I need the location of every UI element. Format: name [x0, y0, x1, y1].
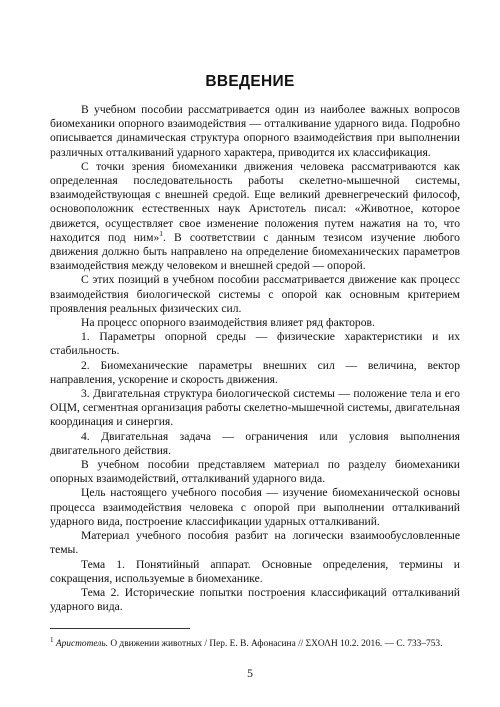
footnote-author: Аристотель. [55, 639, 108, 650]
list-item: 1. Параметры опорной среды — физические характеристики и их стабильность. [50, 330, 460, 358]
paragraph-with-quote [50, 160, 460, 274]
paragraph: Материал учебного пособия разбит на логически взаимообусловленные темы. [50, 529, 460, 557]
paragraph: В учебном пособии представляем материал по разделу биомеханики опорных взаимодействий, отталкиваний ударного вида. [50, 458, 460, 486]
paragraph: Цель настоящего учебного пособия — изучение биомеханической основы процесса взаимодействия человека с опорой при выполнении отталкиваний ударного вида, построение классификации ударных отталкиваний. [50, 486, 460, 528]
page-number: 5 [247, 667, 253, 680]
list-item: 3. Двигательная структура биологической системы — положение тела и его ОЦМ, сегментная организация работы скелетно-мышечной системы, двигательная координация и синергия. [50, 387, 460, 429]
paragraph-text: С точки зрения биомеханики движения человека рассматриваются как определенная последовательность работы скелетно-мышечной системы, взаимодействующая с внешней средой. Еще великий древнегреческий философ, основоположник естественных наук Аристотель писал: «Животное, которое движется, осуществляет свое изменение положения путем нажатия на то, что находится под ним» [50, 159, 460, 244]
topic-item: Тема 2. Исторические попытки построения классификаций отталкиваний ударного вида. [50, 585, 460, 614]
paragraph: С этих позиций в учебном пособии рассматривается движение как процесс взаимодействия биологической системы с опорой как основным критерием проявления реальных физических сил. [50, 273, 460, 315]
footnote-mark: 1 [50, 636, 54, 644]
footnote-divider [50, 628, 190, 629]
paragraph-text-continued: . В соответствии с данным тезисом изучение любого движения должно быть направлено на определение биомеханических параметров взаимодействия между человеком и внешней средой — опорой. [50, 230, 460, 273]
topic-item: Тема 1. Понятийный аппарат. Основные определения, термины и сокращения, используемые в биомеханике. [50, 557, 460, 585]
paragraph: На процесс опорного взаимодействия влияет ряд факторов. [81, 316, 375, 330]
page-title: ВВЕДЕНИЕ [205, 73, 295, 90]
main-text [50, 103, 460, 614]
list-item: 2. Биомеханические параметры внешних сил — величина, вектор направления, ускорение и скорость движения. [50, 358, 460, 386]
footnote-ref[interactable]: 1 [159, 228, 163, 238]
paragraph: В учебном пособии рассматривается один из наиболее важных вопросов биомеханики опорного взаимодействия — отталкивание ударного вида. Подробно описывается динамическая структура опорного взаимодействия при выполнении различных отталкиваний ударного характера, приводится их классификация. [50, 103, 460, 159]
footnote-text: О движении животных / Пер. Е. В. Афонасина // ΣΧΟΛΗ 10.2. 2016. — С. 733–753. [107, 639, 443, 650]
list-item: 4. Двигательная задача — ограничения или условия выполнения двигательного действия. [50, 429, 460, 457]
footnote [50, 634, 460, 650]
